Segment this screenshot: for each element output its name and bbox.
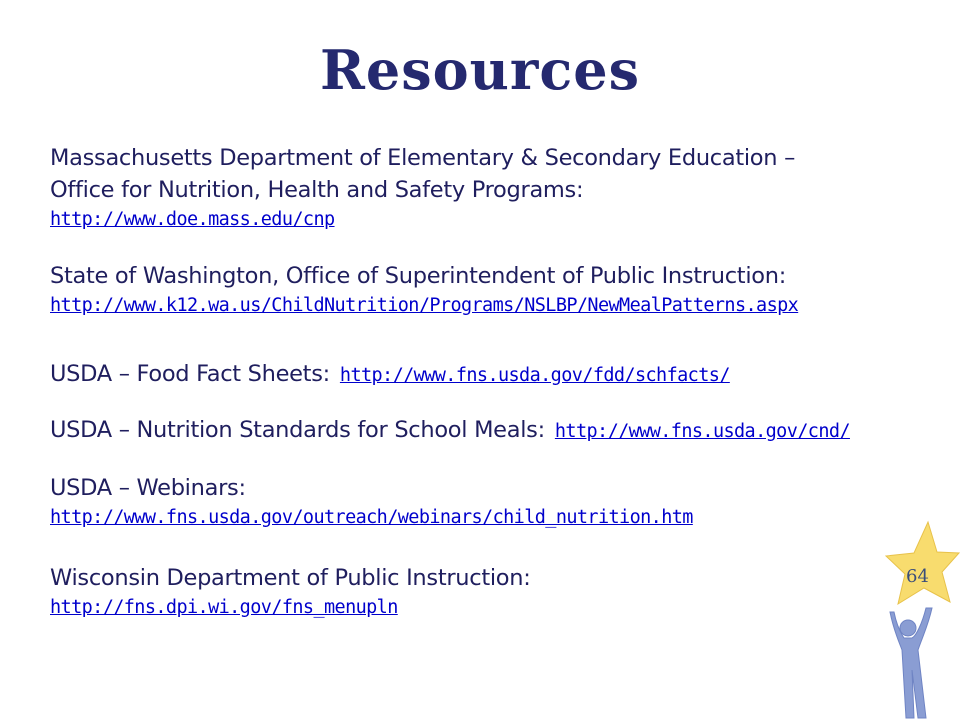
- resource-name-line: USDA – Webinars:: [50, 475, 246, 501]
- resource-name-line: Office for Nutrition, Health and Safety Programs:: [50, 177, 584, 203]
- resource-usda-webinars: [50, 472, 930, 532]
- resource-name-line: Massachusetts Department of Elementary & Secondary Education –: [50, 145, 796, 171]
- resource-link[interactable]: http://www.k12.wa.us/ChildNutrition/Programs/NSLBP/NewMealPatterns.aspx: [50, 295, 799, 316]
- resource-label: USDA – Food Fact Sheets:: [50, 361, 330, 387]
- resource-usda-food-fact-sheets: [50, 358, 930, 392]
- resource-usda-nutrition-standards: [50, 414, 930, 448]
- page-title: Resources: [319, 38, 640, 102]
- resource-name-line: Wisconsin Department of Public Instruction:: [50, 565, 531, 591]
- resource-link[interactable]: http://www.fns.usda.gov/fdd/schfacts/: [339, 365, 730, 386]
- resource-link[interactable]: http://www.fns.usda.gov/cnd/: [554, 421, 850, 442]
- resource-washington: [50, 260, 930, 320]
- resource-massachusetts: [50, 142, 930, 234]
- star-figure-icon: [862, 520, 960, 720]
- resource-wisconsin: [50, 562, 930, 622]
- star-icon: [886, 522, 959, 604]
- resource-link[interactable]: http://fns.dpi.wi.gov/fns_menupln: [50, 597, 398, 618]
- page-number: 64: [906, 566, 929, 587]
- person-icon: [890, 608, 932, 718]
- resource-link[interactable]: http://www.fns.usda.gov/outreach/webinars/child_nutrition.htm: [50, 507, 693, 528]
- resource-link[interactable]: http://www.doe.mass.edu/cnp: [50, 209, 335, 230]
- resource-name-line: State of Washington, Office of Superintendent of Public Instruction:: [50, 263, 786, 289]
- resource-label: USDA – Nutrition Standards for School Meals:: [50, 417, 545, 443]
